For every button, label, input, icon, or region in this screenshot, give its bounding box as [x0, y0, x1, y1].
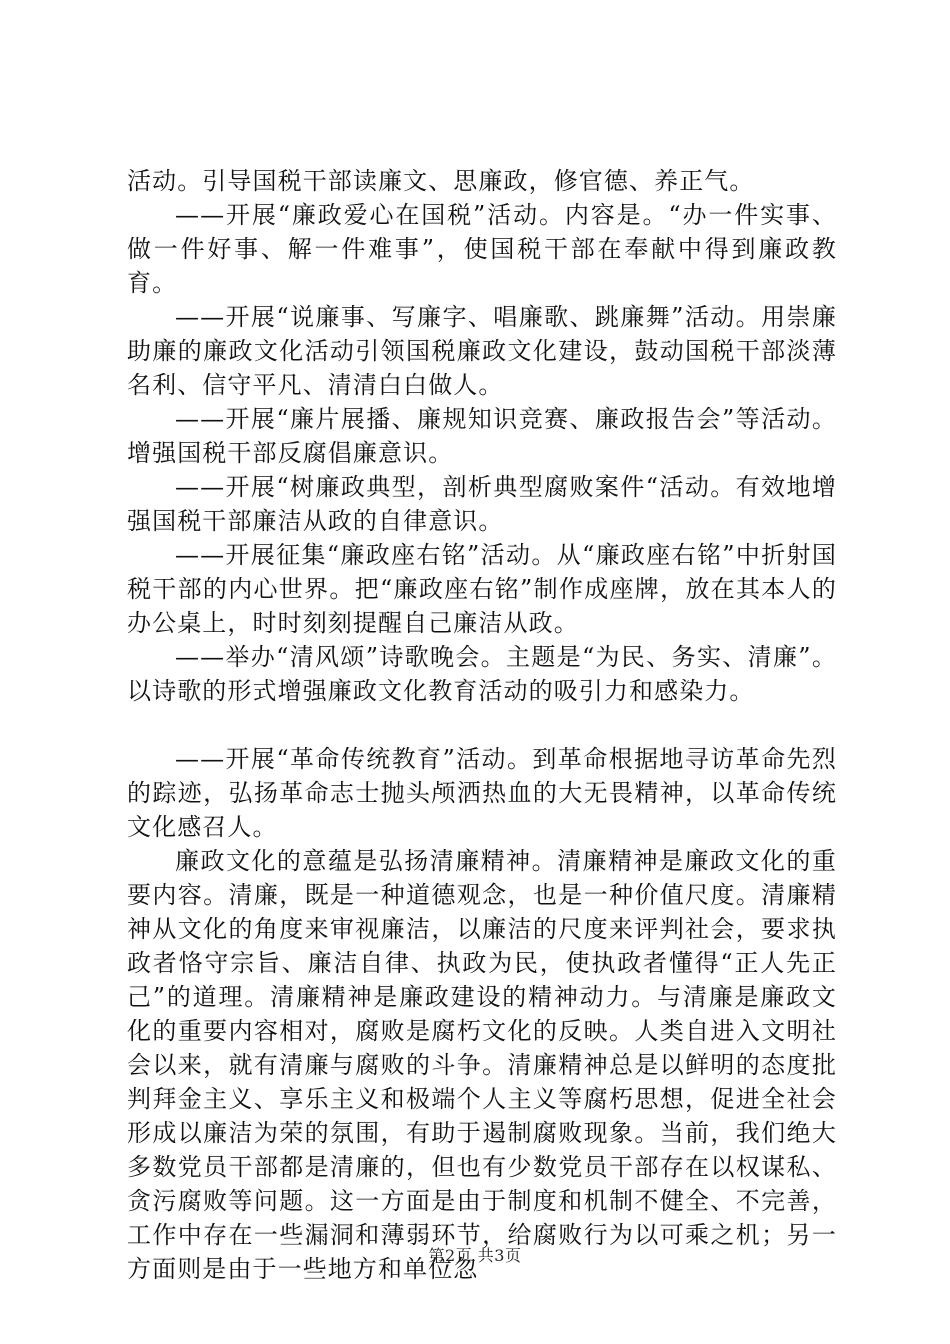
paragraph-1: 活动。引导国税干部读廉文、思廉政，修官德、养正气。 — [127, 167, 755, 195]
paragraph-6: ——开展征集“廉政座右铭”活动。从“廉政座右铭”中折射国税干部的内心世界。把“廉政座右铭”制作成座牌，放在其本人的办公桌上，时时刻刻提醒自己廉洁从政。 — [127, 541, 837, 637]
document-body — [127, 164, 837, 1286]
paragraph-3: ——开展“说廉事、写廉字、唱廉歌、跳廉舞”活动。用崇廉助廉的廉政文化活动引领国税廉政文化建设，鼓动国税干部淡薄名利、信守平凡、清清白白做人。 — [127, 303, 837, 399]
paragraph-5: ——开展“树廉政典型，剖析典型腐败案件“活动。有效地增强国税干部廉洁从政的自律意识。 — [127, 473, 837, 535]
paragraph-9: 廉政文化的意蕴是弘扬清廉精神。清廉精神是廉政文化的重要内容。清廉，既是一种道德观念，也是一种价值尺度。清廉精神从文化的角度来审视廉洁，以廉洁的尺度来评判社会，要求执政者恪守宗旨、廉洁自律、执政为民，使执政者懂得“正人先正己”的道理。清廉精神是廉政建设的精神动力。与清廉是廉政文化的重要内容相对，腐败是腐朽文化的反映。人类自进入文明社会以来，就有清廉与腐败的斗争。清廉精神总是以鲜明的态度批判拜金主义、享乐主义和极端个人主义等腐朽思想，促进全社会形成以廉洁为荣的氛围，有助于遏制腐败现象。当前，我们绝大多数党员干部都是清廉的，但也有少数党员干部存在以权谋私、贪污腐败等问题。这一方面是由于制度和机制不健全、不完善，工作中存在一些漏洞和薄弱环节，给腐败行为以可乘之机；另一方面则是由于一些地方和单位忽 — [127, 847, 837, 1283]
page-number-footer: 第2页 共3页 — [428, 1246, 522, 1265]
paragraph-8: ——开展“革命传统教育”活动。到革命根据地寻访革命先烈的踪迹，弘扬革命志士抛头颅洒热血的大无畏精神，以革命传统文化感召人。 — [127, 745, 837, 841]
paragraph-2: ——开展“廉政爱心在国税”活动。内容是。“办一件实事、做一件好事、解一件难事”，使国税干部在奉献中得到廉政教育。 — [127, 201, 837, 297]
paragraph-4: ——开展“廉片展播、廉规知识竞赛、廉政报告会”等活动。增强国税干部反腐倡廉意识。 — [127, 405, 837, 467]
paragraph-gap — [127, 708, 837, 742]
paragraph-7: ——举办“清风颂”诗歌晚会。主题是“为民、务实、清廉”。以诗歌的形式增强廉政文化教育活动的吸引力和感染力。 — [127, 643, 837, 705]
